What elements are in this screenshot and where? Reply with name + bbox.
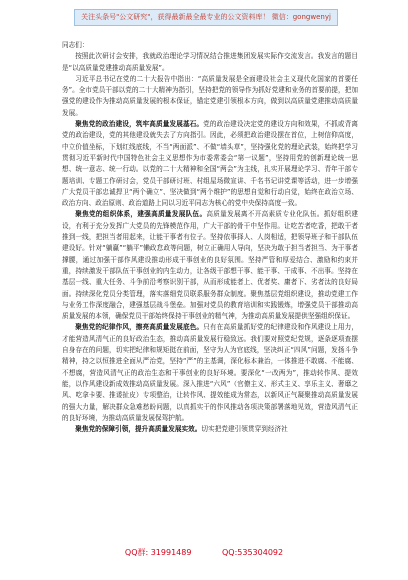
paragraph xyxy=(62,119,358,209)
footer xyxy=(0,546,408,560)
paragraph xyxy=(62,424,358,435)
paragraph-lead: 聚焦党的组织体系，建强高质量发展队伍。 xyxy=(75,210,207,219)
paragraph-text: 按照此次研讨会安排，我就政治理论学习情况结合推进集团发展实际作交流发言。我发言的题目是“以高质量党建推动高质量发展”。 xyxy=(62,52,358,72)
paragraph-lead: 聚焦党的政治建设，筑牢高质量发展基石。 xyxy=(75,120,204,129)
salutation: 同志们： xyxy=(62,41,89,49)
paragraph-text: 切实把党建引领贯穿到经济社 xyxy=(201,425,288,434)
paragraph-text: 党的政治建设决定党的建设方向和效果，不抓或背离党的政治建设，党的其他建设就失去了方向指引。因此，必须把政治建设摆在首位，上树信仰高度，中立价值坐标，下划红线底线，不当“两面派”、不做“墙头草”，坚持强化党的理论武装，始终把学习贯彻习近平新时代中国特色社会主义思想作为市委常委会“第一议题”，坚持用党的创新理论统一思想、统一意志、统一行动。以党的二十大精神和全国“两会”为主线，扎实开展理论学习、青年干部专题培训、专题工作研讨会，党员干部研讨班、村组屋场微宣讲、千名书记讲党课等活动，进一步增强广大党员干部忠诚捍卫“两个确立”、坚决做到“两个维护”的思想自觉和行动自觉，始终在政治立场、政治方向、政治原则、政治道路上同以习近平同志为核心的党中央保持高度一致。 xyxy=(62,120,358,208)
paragraph xyxy=(62,74,358,119)
paragraph-text: 习近平总书记在党的二十大报告中指出：“高质量发展是全面建设社会主义现代化国家的首要任务”。全市党员干部以党的二十大精神为指引，坚持把党的领导作为抓好党建和业务的首要前提，把加强党的建设作为推动高质量发展的根本保证，锚定党建引领根本方向，做到以高质量党建推动高质量发展。 xyxy=(62,74,358,117)
paragraph-text: 高质量发展离不开高素质专业化队伍。抓好组织建设，有利于充分发挥广大党员的先锋模范作用，广大干部的骨干中坚作用。让吃苦者吃香，把敢干者推到一线，把担当者用起来，让能干事者有位子。坚持依事择人、人岗相适，把领导班子和干部队伍建设好。针对“躺赢”“躺平”懒政怠政等问题，树立正确用人导向，坚决为敢于担当者担当、为干事者撑腰，通过加强干部作风建设推动形成干事创业的良好氛围。坚持严管和厚爱结合、激励和约束并重，持续激发干部队伍干事创业的内生动力，让各级干部想干事、能干事、干成事、不出事。坚持在基层一线、重大任务、斗争前沿考察识别干部，从而形成能者上、优者奖、庸者下、劣者汰的良好局面。持续深化党员分类管理，落实落细党员联系服务群众制度。聚焦基层党组织建设，推动党建工作与业务工作深度融合，建强基层战斗堡垒。加强对党员的教育培训和实践锻炼，增强党员干部推动高质量发展的本领，确保党员干部始终保持干事创业的精气神，为推动高质量发展提供坚强组织保证。 xyxy=(62,210,358,321)
paragraph xyxy=(62,322,358,424)
paragraph-lead: 聚焦党的保障引领，提升高质量发展实效。 xyxy=(75,425,202,434)
document-body xyxy=(62,40,358,435)
footer-qq: QQ:535304092 xyxy=(222,548,284,557)
paragraph xyxy=(62,209,358,322)
footer-qq-group: QQ群: 31991489 xyxy=(124,548,192,557)
paragraph-text: 只有在高质量抓好党的纪律建设和作风建设上用力，才能营造风清气正的良好政治生态，推动高质量发展行稳致远。我们要对照党纪党规，逐条逐项查摆自身存在的问题，切实把纪律和规矩挺在前面，坚守为人为官底线，坚决纠正“四风”问题，发扬斗争精神，持之以恒推进全面从严治党，坚持“严”的主基调，深化标本兼治，一体推进不敢腐、不能腐、不想腐，营造风清气正的政治生态和干事创业的良好环境。要深化“一改两为”，推动转作风、提效能，以作风建设新成效推动高质量发展。深入推进“六风”（官僚主义、形式主义、享乐主义、奢靡之风、吃拿卡要、推诿扯皮）专项整治，让转作风、提效能成为常态，以新风正气凝聚推动高质量发展的强大力量，解决群众急难愁盼问题，以真抓实干的作风推动各项决策部署落地见效，营造风清气正的良好环境，为推动高质量发展保驾护航。 xyxy=(62,323,358,422)
header-banner: 关注头条号"公文研究"，获得最新最全最专业的公文资料库！ 微信：gongwenyj xyxy=(74,9,338,26)
paragraph xyxy=(62,51,358,74)
paragraph-lead: 聚焦党的纪律作风，擦亮高质量发展底色。 xyxy=(75,323,204,332)
